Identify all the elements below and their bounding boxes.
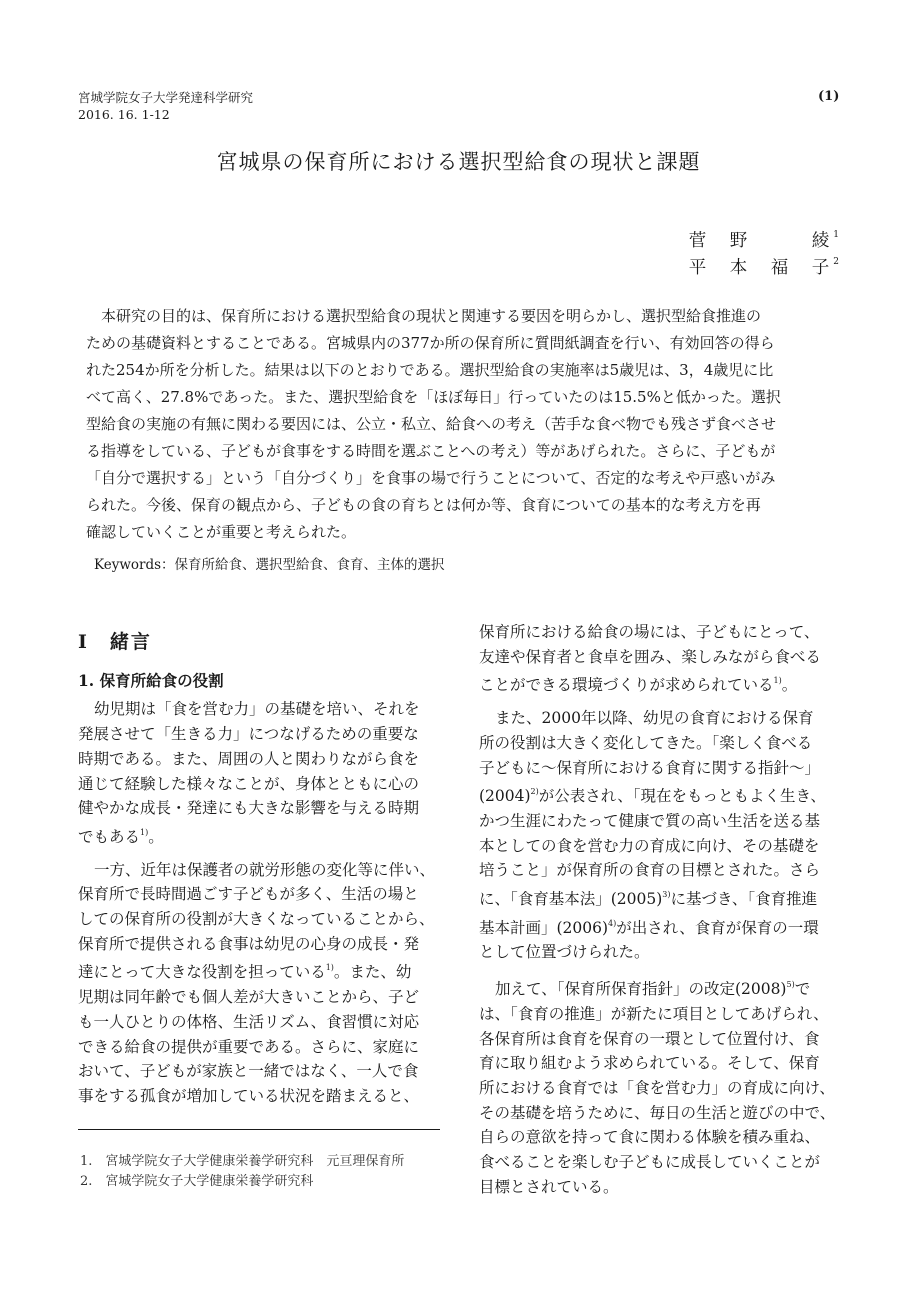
author-1-affiliation-mark: 1 [833,230,839,240]
abstract-line: る指導をしている、子どもが食事をする時間を選ぶことへの考え）等があげられた。さらに、子どもが [86,442,776,460]
text-line: 目標とされている。 [479,1177,619,1196]
abstract [86,303,844,546]
citation-ref: 4) [608,918,617,928]
citation-ref: 1) [773,676,782,686]
text-line: 通じて経験した様々なことが、身体とともに心の [78,774,420,793]
section-heading: Ⅰ 緒言 [78,631,152,653]
paragraph [479,620,843,698]
text-line [78,956,442,985]
abstract-line: 本研究の目的は、保育所における選択型給食の現状と関連する要因を明らかし、選択型給食推進の [86,307,762,325]
abstract-line: 確認していくことが重要と考えられた。 [86,523,357,541]
text-fragment: で [794,980,811,999]
page-number: (1) [818,89,840,104]
text-fragment: に、「食育基本法」(2005) [479,890,663,909]
text-line: かつ生涯にわたって健康で質の高い生活を送る基 [479,811,821,830]
text-line: 保育所で提供される食事は幼児の心身の成長・発 [78,934,420,953]
citation-ref: 3) [662,890,671,900]
text-line: できる給食の提供が重要である。さらに、家庭に [78,1037,420,1056]
abstract-line: ための基礎資料とすることである。宮城県内の377か所の保育所に質問紙調査を行い、有効回答の得ら [86,334,775,352]
text-line: 所の役割は大きく変化してきた。「楽しく食べる [479,733,813,752]
text-line: 食べることを楽しむ子どもに成長していくことが [479,1153,821,1172]
text-fragment: 。 [781,676,798,695]
text-line [78,821,442,850]
abstract-line: れた254か所を分析した。結果は以下のとおりである。選択型給食の実施率は5歳児は、3，4歳児に比 [86,361,774,379]
author-1-name: 菅 野 綾 [688,231,833,251]
footnote-2: 2. 宮城学院女子大学健康栄養学研究科 [80,1174,314,1189]
journal-issue: 2016. 16. 1-12 [78,107,170,122]
text-fragment: (2004) [479,787,531,806]
text-line [479,669,843,698]
text-fragment: が公表され、「現在をもっともよく生き、 [538,787,826,806]
right-column [479,620,843,1207]
journal-name: 宮城学院女子大学発達科学研究 [78,90,254,105]
text-line: おいて、子どもが家族と一緒ではなく、一人で食 [78,1062,419,1081]
abstract-line: べて高く、27.8%であった。また、選択型給食を「ほぼ毎日」行っていたのは15.5%と低かった。選択 [86,388,781,406]
paragraph [479,973,843,1199]
keywords: Keywords：保育所給食、選択型給食、食育、主体的選択 [94,557,445,573]
text-line: 児期は同年齢でも個人差が大きいことから、子ど [78,988,420,1007]
abstract-line: 型給食の実施の有無に関わる要因には、公立・私立、給食への考え（苦手な食べ物でも残さず食べさせ [86,415,777,433]
footnote-1: 1. 宮城学院女子大学健康栄養学研究科 元亘理保育所 [80,1154,405,1169]
text-line: しての保育所の役割が大きくなっていることから、 [78,910,435,929]
text-line [479,883,843,912]
text-fragment: 達にとって大きな役割を担っている [78,963,326,982]
abstract-line: られた。今後、保育の観点から、子どもの食の育ちとは何か等、食育についての基本的な考え方を再 [86,496,761,514]
author-2-affiliation-mark: 2 [833,257,839,267]
author-2-name: 平 本 福 子 [688,258,833,278]
left-column [78,620,442,1117]
subsection-heading: 1. 保育所給食の役割 [78,670,224,690]
text-line: 自らの意欲を持って食に関わる体験を積み重ね、 [479,1128,821,1147]
footnote-divider [78,1129,440,1130]
text-line: として位置づけられた。 [479,943,650,962]
text-fragment: 。 [148,827,164,846]
text-line [479,912,843,941]
text-line: 本としての食を営む力の育成に向け、その基礎を [479,836,820,855]
citation-ref: 2) [530,787,539,797]
text-line: 一方、近年は保護者の就労形態の変化等に伴い、 [94,860,436,879]
text-line: 培うこと」が保育所の食育の目標とされた。さら [479,861,821,880]
text-line [479,780,843,809]
author-1 [689,227,839,252]
text-line: 保育所で長時間過ごす子どもが多く、生活の場と [78,885,419,904]
text-line: 発展させて「生きる力」につなげるための重要な [78,725,419,744]
text-line: 時期である。また、周囲の人と関わりながら食を [78,749,420,768]
paragraph [479,706,843,965]
text-line: 所における食育では「食を営む力」の育成に向け、 [479,1078,835,1097]
text-fragment: に基づき、「食育推進 [670,890,818,909]
citation-ref: 1) [325,963,334,973]
text-line: また、2000年以降、幼児の食育における保育 [495,709,814,728]
text-line: 幼児期は「食を営む力」の基礎を培い、それを [94,700,420,719]
author-2 [689,254,839,279]
text-line: 保育所における給食の場には、子どもにとって、 [479,623,820,641]
text-fragment: 加えて、「保育所保育指針」の改定(2008) [495,980,787,999]
text-fragment: ことができる環境づくりが求められている [479,676,774,695]
text-line: 友達や保育者と食卓を囲み、楽しみながら食べる [479,647,821,666]
text-line: も一人ひとりの体格、生活リズム、食習慣に対応 [78,1012,420,1031]
abstract-line: 「自分で選択する」という「自分づくり」を食事の場で行うことについて、否定的な考えや戸惑いがみ [86,469,776,487]
text-line: 各保育所は食育を保育の一環として位置付け、食 [479,1029,820,1048]
text-line: 子どもに～保育所における食育に関する指針～」 [479,758,821,777]
text-fragment: でもある [78,827,141,846]
paragraph [78,697,442,849]
paragraph [78,858,442,1109]
citation-ref: 5) [786,980,795,990]
text-line [479,973,843,1002]
text-line: その基礎を培うために、毎日の生活と遊びの中で、 [479,1103,836,1122]
text-line: は、「食育の推進」が新たに項目としてあげられ、 [479,1004,829,1023]
text-line: 育に取り組むよう求められている。そして、保育 [479,1054,820,1073]
text-line: 事をする孤食が増加している状況を踏まえると、 [78,1086,420,1105]
text-line: 健やかな成長・発達にも大きな影響を与える時期 [78,799,420,818]
text-fragment: 。また、幼 [333,963,412,982]
paper-title: 宮城県の保育所における選択型給食の現状と課題 [216,150,701,174]
text-fragment: 基本計画」(2006) [479,918,609,937]
text-fragment: が出され、食育が保育の一環 [616,918,819,937]
citation-ref: 1) [140,827,149,837]
